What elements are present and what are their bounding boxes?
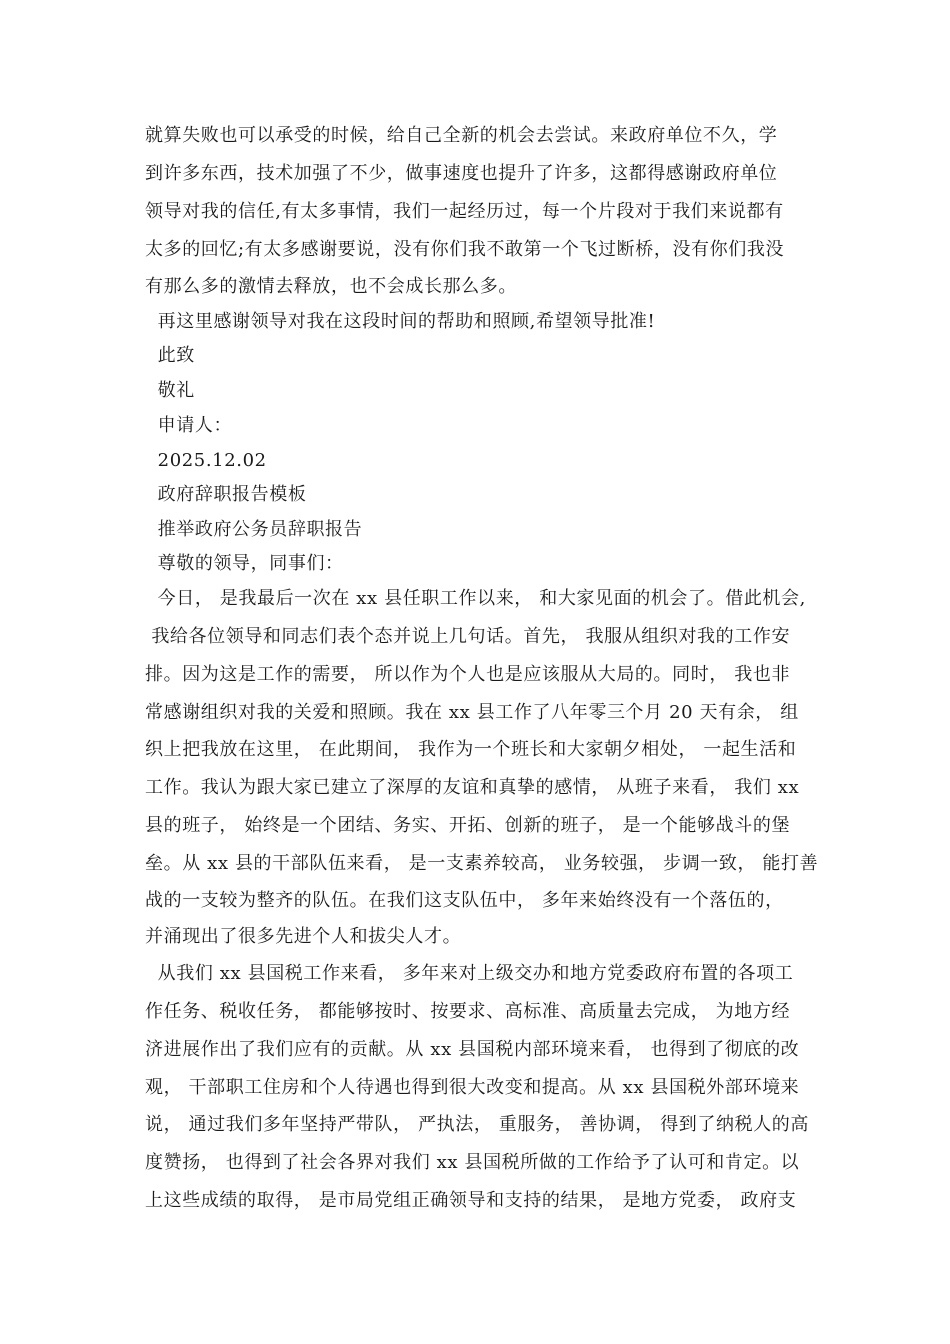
text-line: 今日， 是我最后一次在 xx 县任职工作以来， 和大家见面的机会了。借此机会, xyxy=(145,588,806,609)
text-line: 观， 干部职工住房和个人待遇也得到很大改变和提高。从 xx 县国税外部环境来 xyxy=(145,1077,800,1098)
text-line: 申请人： xyxy=(145,415,233,436)
text-line: 织上把我放在这里， 在此期间， 我作为一个班长和大家朝夕相处， 一起生活和 xyxy=(145,739,797,760)
text-line: 到许多东西，技术加强了不少，做事速度也提升了许多，这都得感谢政府单位 xyxy=(145,163,778,184)
text-line: 排。因为这是工作的需要， 所以作为个人也是应该服从大局的。同时， 我也非 xyxy=(145,664,791,685)
text-line: 尊敬的领导，同事们： xyxy=(145,553,344,574)
text-line: 此致 xyxy=(145,345,195,366)
text-line: 敬礼 xyxy=(145,380,195,401)
text-line: 从我们 xx 县国税工作来看， 多年来对上级交办和地方党委政府布置的各项工 xyxy=(145,963,794,984)
text-line: 作任务、税收任务， 都能够按时、按要求、高标准、高质量去完成， 为地方经 xyxy=(145,1001,791,1022)
text-line: 政府辞职报告模板 xyxy=(145,484,307,505)
text-line: 太多的回忆;有太多感谢要说，没有你们我不敢第一个飞过断桥，没有你们我没 xyxy=(145,239,785,260)
text-line: 说， 通过我们多年坚持严带队， 严执法， 重服务， 善协调， 得到了纳税人的高 xyxy=(145,1114,810,1135)
text-line: 县的班子， 始终是一个团结、务实、开拓、创新的班子， 是一个能够战斗的堡 xyxy=(145,815,791,836)
text-line: 战的一支较为整齐的队伍。在我们这支队伍中， 多年来始终没有一个落伍的， xyxy=(145,890,784,911)
text-line: 济进展作出了我们应有的贡献。从 xx 县国税内部环境来看， 也得到了彻底的改 xyxy=(145,1039,800,1060)
text-line: 我给各位领导和同志们表个态并说上几句话。首先， 我服从组织对我的工作安 xyxy=(145,626,791,647)
text-line: 度赞扬， 也得到了社会各界对我们 xx 县国税所做的工作给予了认可和肯定。以 xyxy=(145,1152,800,1173)
text-line: 再这里感谢领导对我在这段时间的帮助和照顾,希望领导批准! xyxy=(145,311,656,332)
text-line: 有那么多的激情去释放，也不会成长那么多。 xyxy=(145,276,517,297)
text-line: 工作。我认为跟大家已建立了深厚的友谊和真挚的感情， 从班子来看， 我们 xx xyxy=(145,777,800,798)
text-line: 就算失败也可以承受的时候，给自己全新的机会去尝试。来政府单位不久，学 xyxy=(145,125,778,146)
text-line: 上这些成绩的取得， 是市局党组正确领导和支持的结果， 是地方党委， 政府支 xyxy=(145,1190,797,1211)
text-line: 领导对我的信任,有太多事情，我们一起经历过，每一个片段对于我们来说都有 xyxy=(145,201,784,222)
text-line: 2025.12.02 xyxy=(145,450,267,471)
text-line: 垒。从 xx 县的干部队伍来看， 是一支素养较高， 业务较强， 步调一致， 能打善 xyxy=(145,853,819,874)
text-line: 推举政府公务员辞职报告 xyxy=(145,519,363,540)
text-line: 并涌现出了很多先进个人和拔尖人才。 xyxy=(145,926,462,947)
text-line: 常感谢组织对我的关爱和照顾。我在 xx 县工作了八年零三个月 20 天有余， 组 xyxy=(145,702,799,723)
